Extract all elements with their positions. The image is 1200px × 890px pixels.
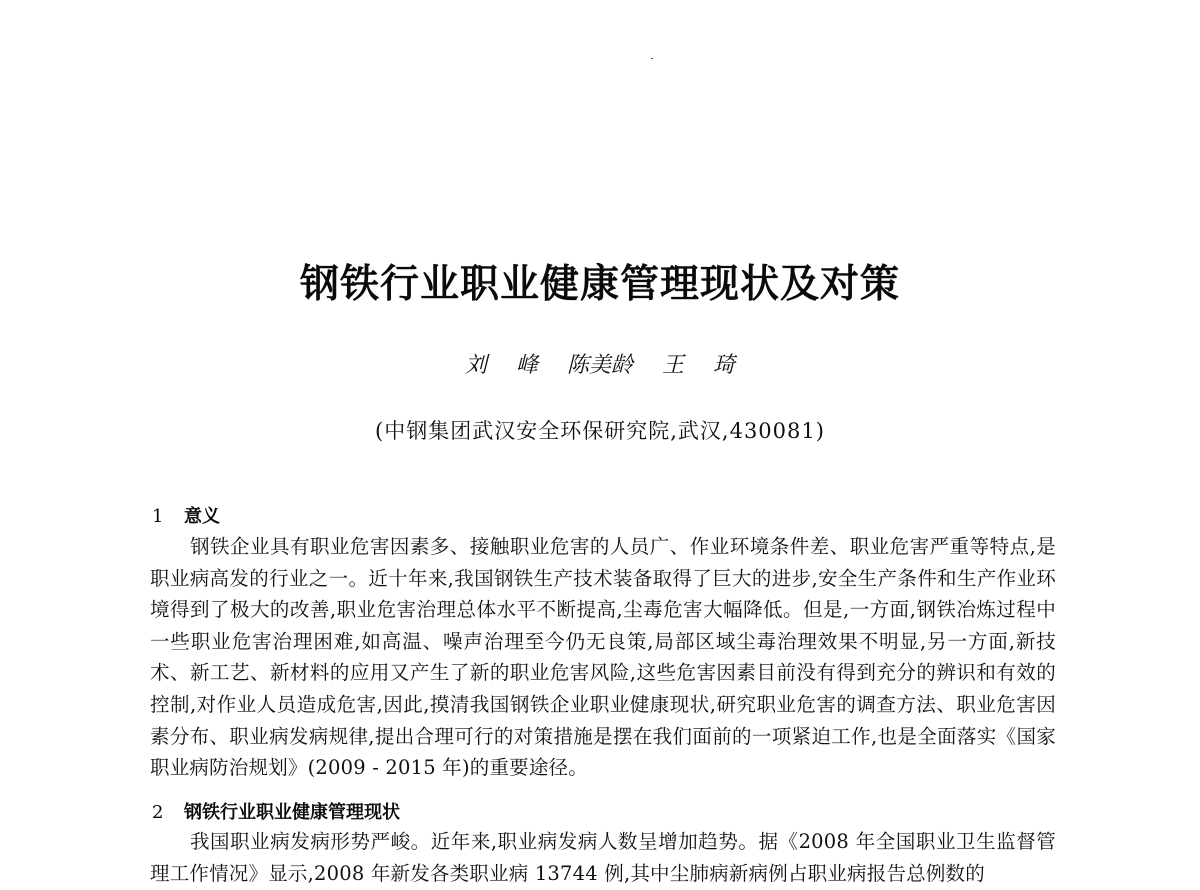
section-2-heading bbox=[152, 798, 400, 824]
author-list: 刘 峰 陈美龄 王 琦 bbox=[465, 353, 735, 378]
section-1-number: 1 bbox=[152, 506, 164, 527]
section-1-paragraph: 钢铁企业具有职业危害因素多、接触职业危害的人员广、作业环境条件差、职业危害严重等特点,是职业病高发的行业之一。近十年来,我国钢铁生产技术装备取得了巨大的进步,安全生产条件和生产作业环境得到了极大的改善,职业危害治理总体水平不断提高,尘毒危害大幅降低。但是,一方面,钢铁冶炼过程中一些职业危害治理困难,如高温、噪声治理至今仍无良策,局部区域尘毒治理效果不明显,另一方面,新技术、新工艺、新材料的应用又产生了新的职业危害风险,这些危害因素目前没有得到充分的辨识和有效的控制,对作业人员造成危害,因此,摸清我国钢铁企业职业健康现状,研究职业危害的调查方法、职业危害因素分布、职业病发病规律,提出合理可行的对策措施是摆在我们面前的一项紧迫工作,也是全面落实《国家职业病防治规划》(2009 - 2015 年)的重要途径。 bbox=[150, 535, 1056, 780]
section-1-heading bbox=[152, 502, 220, 528]
paper-title: 钢铁行业职业健康管理现状及对策 bbox=[299, 262, 900, 307]
section-1-title: 意义 bbox=[184, 506, 220, 527]
author-affiliation: (中钢集团武汉安全环保研究院,武汉,430081) bbox=[375, 419, 825, 443]
section-2-number: 2 bbox=[152, 802, 164, 823]
section-2-paragraph: 我国职业病发病形势严峻。近年来,职业病发病人数呈增加趋势。据《2008 年全国职业卫生监督管理工作情况》显示,2008 年新发各类职业病 13744 例,其中尘肺病新病例占职业病报告总例数的 bbox=[150, 830, 1056, 885]
scan-speck bbox=[651, 58, 653, 59]
section-2-title: 钢铁行业职业健康管理现状 bbox=[184, 802, 400, 823]
